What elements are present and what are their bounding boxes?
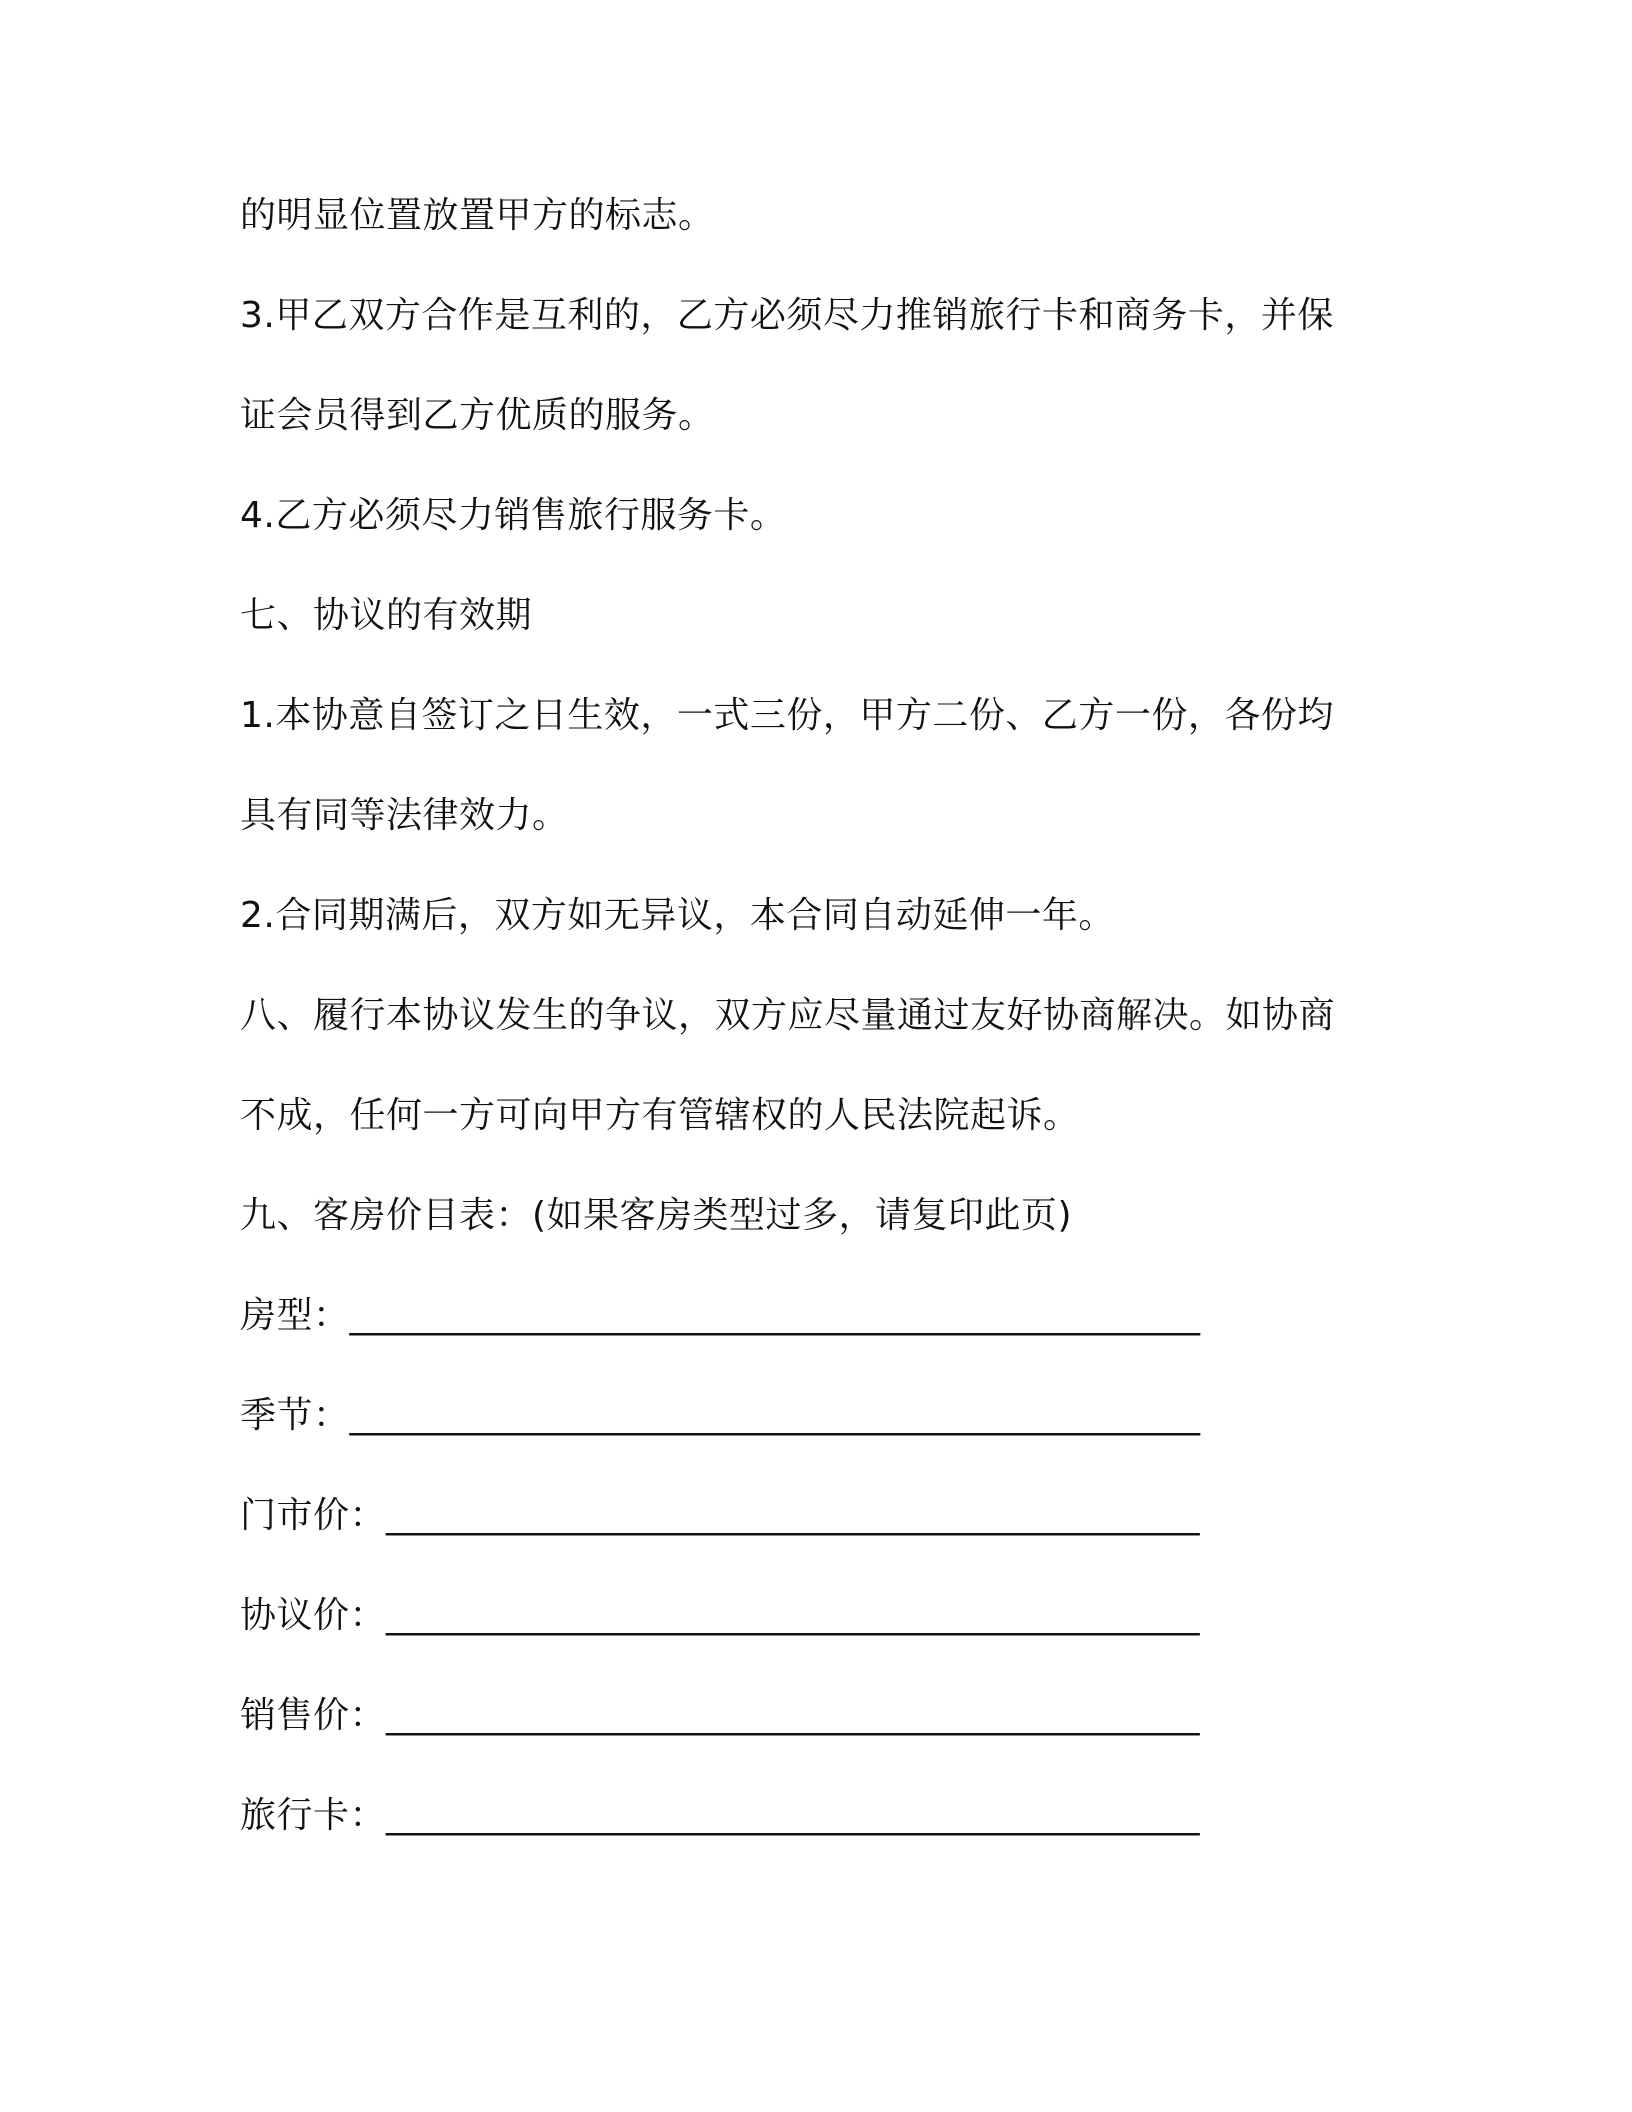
sales-price-field: 销售价：____________________________________________ <box>240 1695 1201 1736</box>
paragraph-line: 2.合同期满后，双方如无异议，本合同自动延伸一年。 <box>240 895 1115 936</box>
paragraph-line: 1.本协意自签订之日生效，一式三份，甲方二份、乙方一份，各份均 <box>240 695 1334 736</box>
paragraph-line: 3.甲乙双方合作是互利的，乙方必须尽力推销旅行卡和商务卡，并保 <box>240 295 1334 336</box>
agreement-price-field: 协议价：____________________________________________ <box>240 1595 1201 1636</box>
section-heading: 八、履行本协议发生的争议，双方应尽量通过友好协商解决。如协商 <box>240 995 1336 1036</box>
season-field: 季节：______________________________________________ <box>240 1395 1201 1436</box>
travel-card-field: 旅行卡：____________________________________________ <box>240 1795 1201 1836</box>
paragraph-line: 不成，任何一方可向甲方有管辖权的人民法院起诉。 <box>240 1095 1080 1136</box>
room-type-field: 房型：______________________________________________ <box>240 1295 1201 1336</box>
paragraph-line: 的明显位置放置甲方的标志。 <box>240 195 715 236</box>
paragraph-line: 4.乙方必须尽力销售旅行服务卡。 <box>240 495 787 536</box>
section-heading: 九、客房价目表：(如果客房类型过多，请复印此页) <box>240 1195 1073 1236</box>
paragraph-line: 具有同等法律效力。 <box>240 795 569 836</box>
section-heading: 七、协议的有效期 <box>240 595 533 636</box>
paragraph-line: 证会员得到乙方优质的服务。 <box>240 395 715 436</box>
rack-rate-field: 门市价：____________________________________________ <box>240 1495 1201 1536</box>
